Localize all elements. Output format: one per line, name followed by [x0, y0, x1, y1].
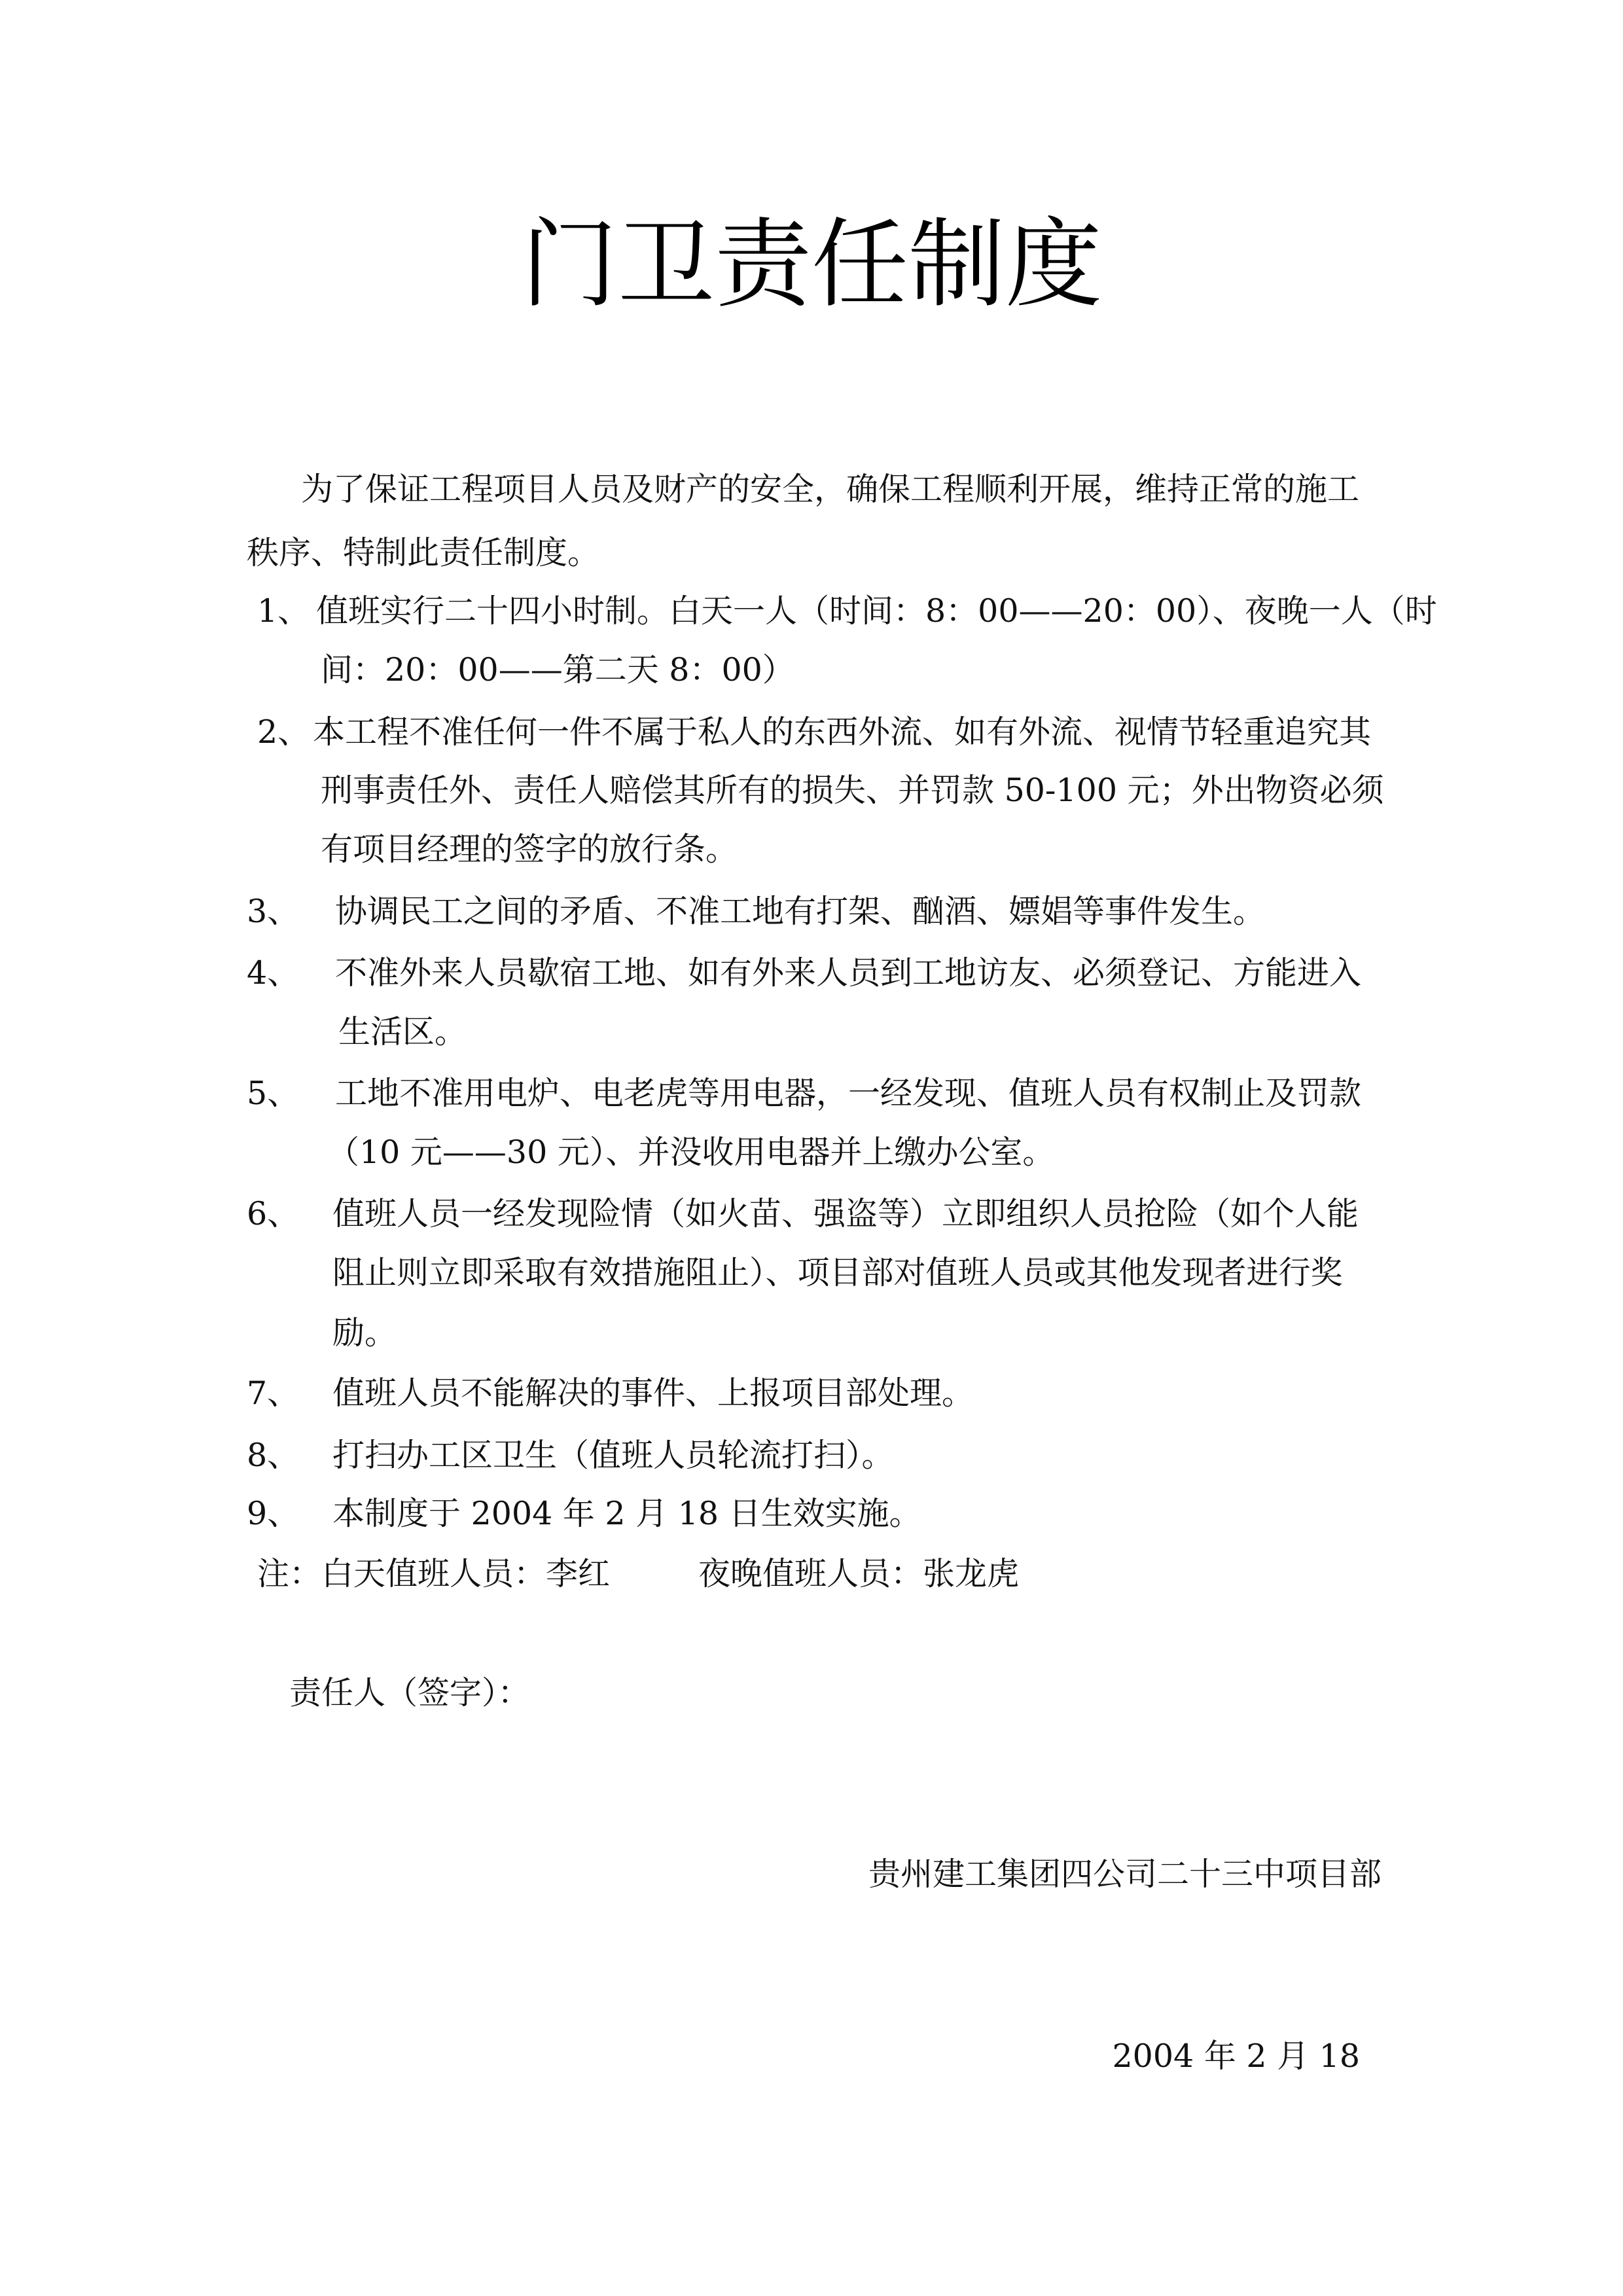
- item-line: 有项目经理的签字的放行条。: [321, 831, 738, 868]
- item-number: 2、: [257, 713, 310, 751]
- item-line: 值班人员不能解决的事件、上报项目部处理。: [332, 1374, 974, 1412]
- item-number: 7、: [247, 1374, 300, 1412]
- document-title: 门卫责任制度: [521, 208, 1102, 321]
- item-number: 5、: [247, 1075, 300, 1112]
- item-line: 本工程不准任何一件不属于私人的东西外流、如有外流、视情节轻重追究其: [313, 713, 1372, 751]
- item-number: 3、: [247, 893, 300, 930]
- item-number: 4、: [247, 954, 300, 992]
- item-line: 本制度于 2004 年 2 月 18 日生效实施。: [332, 1495, 921, 1532]
- item-number: 9、: [247, 1495, 300, 1532]
- item-line: （10 元——30 元）、并没收用电器并上缴办公室。: [327, 1134, 1055, 1171]
- item-line: 值班人员一经发现险情（如火苗、强盗等）立即组织人员抢险（如个人能: [332, 1195, 1359, 1232]
- item-line: 工地不准用电炉、电老虎等用电器，一经发现、值班人员有权制止及罚款: [335, 1075, 1362, 1112]
- intro-line: 为了保证工程项目人员及财产的安全，确保工程顺利开展，维持正常的施工: [301, 471, 1360, 508]
- item-line: 阻止则立即采取有效措施阻止）、项目部对值班人员或其他发现者进行奖: [332, 1254, 1343, 1291]
- item-number: 6、: [247, 1195, 300, 1232]
- item-number: 1、: [257, 592, 310, 630]
- signature-line: 责任人（签字）：: [289, 1674, 530, 1712]
- intro-line: 秩序、特制此责任制度。: [247, 534, 600, 571]
- item-line: 协调民工之间的矛盾、不准工地有打架、酗酒、嫖娼等事件发生。: [335, 893, 1266, 930]
- note-night-staff: 夜晚值班人员：张龙虎: [698, 1555, 1020, 1592]
- item-line: 刑事责任外、责任人赔偿其所有的损失、并罚款 50-100 元；外出物资必须: [321, 772, 1384, 809]
- item-line: 打扫办工区卫生（值班人员轮流打扫）。: [332, 1437, 894, 1474]
- organization-name: 贵州建工集团四公司二十三中项目部: [868, 1856, 1382, 1893]
- item-line: 值班实行二十四小时制。白天一人（时间：8：00——20：00）、夜晚一人（时: [316, 592, 1437, 630]
- document-date: 2004 年 2 月 18: [1112, 2037, 1360, 2075]
- item-line: 间：20：00——第二天 8：00）: [321, 651, 794, 689]
- item-number: 8、: [247, 1437, 300, 1474]
- note-label: 注：: [257, 1555, 322, 1592]
- item-line: 生活区。: [338, 1013, 467, 1050]
- item-line: 不准外来人员歇宿工地、如有外来人员到工地访友、必须登记、方能进入: [335, 954, 1362, 992]
- item-line: 励。: [332, 1314, 397, 1352]
- note-day-staff: 白天值班人员：李红: [321, 1555, 611, 1592]
